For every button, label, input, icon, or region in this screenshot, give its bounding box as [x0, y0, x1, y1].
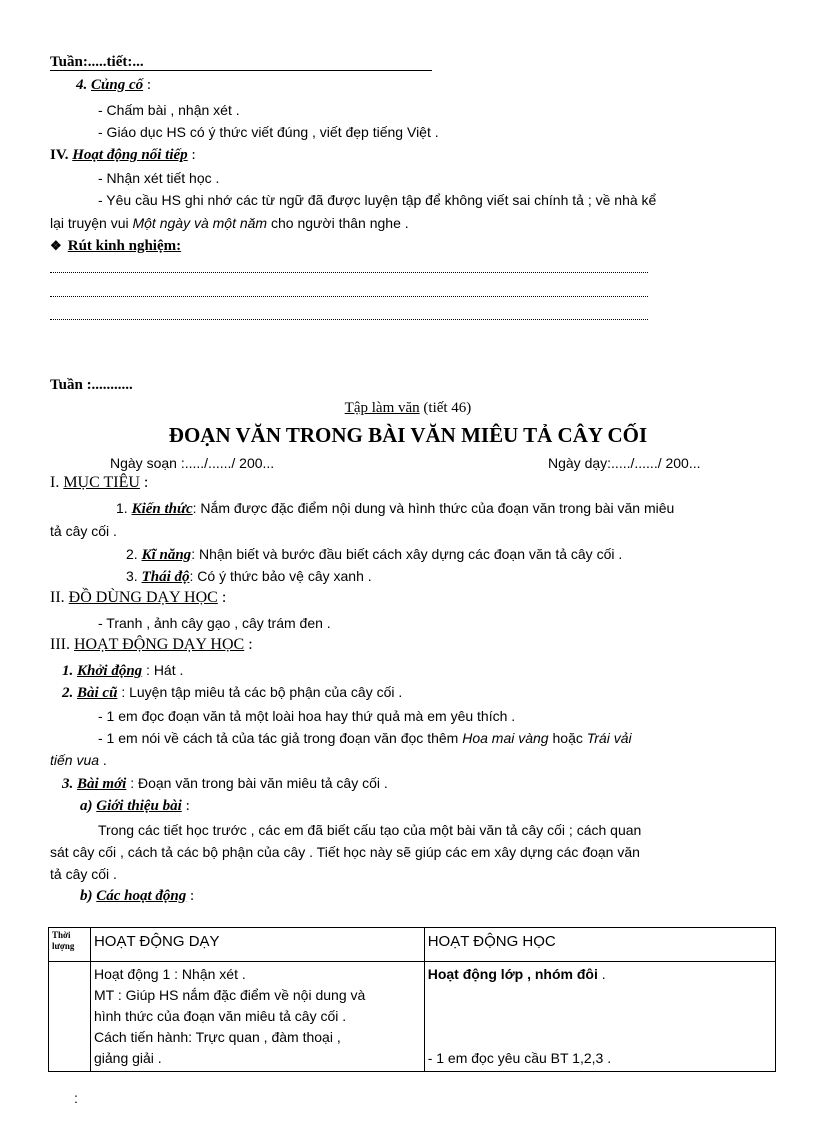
thai-do-line — [126, 566, 372, 587]
ki-nang-label: Kĩ năng — [141, 547, 192, 563]
intro-line-3: tả cây cối . — [50, 866, 117, 882]
row1-teach-line-3: Cách tiến hành: Trực quan , đàm thoại , — [93, 1029, 341, 1045]
cung-co-item-1: - Chấm bài , nhận xét . — [98, 102, 240, 118]
header-teach-label: HOẠT ĐỘNG DẠY — [93, 933, 220, 950]
activity-table — [48, 927, 776, 1072]
row1-teach — [90, 962, 424, 1072]
week-line-1: Tuần:.....tiết:... — [50, 54, 144, 70]
thai-do-text: : Có ý thức bảo vệ cây xanh . — [189, 568, 372, 584]
iv-item-2-cont — [50, 213, 409, 233]
iv-cont-italic: Một ngày và một năm — [132, 215, 268, 231]
intro-line-2: sát cây cối , cách tả các bộ phận của cây . Tiết học này sẽ giúp các em xây dựng các đoạn văn — [50, 844, 640, 860]
bai-moi-text: : Đoạn văn trong bài văn miêu tả cây cối . — [126, 775, 388, 791]
do-dung-label: ĐỒ DÙNG DẠY HỌC — [68, 589, 218, 606]
diamond-bullet-icon: ❖ — [50, 238, 62, 253]
do-dung-number: II. — [50, 589, 65, 606]
cac-hoat-dong-label: Các hoạt động — [96, 888, 187, 904]
intro-line-1: Trong các tiết học trước , các em đã biết cấu tạo của một bài văn tả cây cối ; cách quan — [98, 822, 642, 838]
gioi-thieu-suffix: : — [181, 798, 190, 814]
khoi-dong-text: : Hát . — [142, 662, 184, 678]
cung-co-heading — [76, 75, 151, 95]
bai-cu-item-2-pre: - 1 em nói về cách tả của tác giả trong đoạn văn đọc thêm — [98, 730, 463, 746]
do-dung-heading — [50, 588, 226, 608]
subject-label: Tập làm văn — [344, 400, 420, 416]
gioi-thieu-label: Giới thiệu bài — [96, 798, 182, 814]
row1-teach-label: Hoạt động 1 — [93, 966, 171, 982]
row1-time — [49, 962, 91, 1072]
week-underline — [50, 70, 432, 71]
header-learn-label: HOẠT ĐỘNG HỌC — [427, 933, 556, 950]
bai-moi-number: 3. — [62, 776, 74, 792]
table-row — [49, 962, 776, 1072]
row1-learn-label: Hoạt động lớp , nhóm đôi — [427, 966, 598, 982]
bai-moi-label: Bài mới — [77, 776, 127, 792]
kien-thuc-text: : Nắm được đặc điểm nội dung và hình thức của đoạn văn trong bài văn miêu — [192, 500, 675, 516]
hoat-dong-suffix: : — [244, 636, 253, 653]
iv-suffix: : — [187, 147, 196, 163]
bai-cu-number: 2. — [62, 685, 74, 701]
hoat-dong-number: III. — [50, 636, 70, 653]
ki-nang-line — [126, 544, 622, 565]
table-header-row — [49, 928, 776, 962]
bai-cu-item-1: - 1 em đọc đoạn văn tả một loài hoa hay thứ quả mà em yêu thích . — [98, 708, 516, 724]
khoi-dong-line — [62, 660, 183, 681]
row1-teach-label-suffix: : Nhận xét . — [170, 966, 246, 982]
iv-item-2: - Yêu cầu HS ghi nhớ các từ ngữ đã được luyện tập để không viết sai chính tả ; về nhà kể — [98, 192, 657, 208]
ki-nang-text: : Nhận biết và bước đầu biết cách xây dựng các đoạn văn tả cây cối . — [191, 546, 623, 562]
header-teach — [90, 928, 424, 962]
bai-cu-line — [62, 682, 402, 703]
row1-learn-label-suffix: . — [597, 966, 606, 982]
iv-cont-pre: lại truyện vui — [50, 215, 133, 231]
footer-mark: : — [74, 1090, 78, 1106]
iv-number: IV. — [50, 147, 69, 163]
cac-hoat-dong-number: b) — [80, 888, 93, 904]
cac-hoat-dong-heading — [80, 886, 194, 906]
kien-thuc-cont: tả cây cối . — [50, 523, 117, 539]
bai-cu-item-2 — [98, 728, 632, 748]
ki-nang-number: 2. — [126, 546, 138, 562]
kien-thuc-number: 1. — [116, 500, 128, 516]
bai-cu-item-2-mid: hoặc — [548, 730, 587, 746]
do-dung-item: - Tranh , ảnh cây gạo , cây trám đen . — [98, 615, 331, 631]
hoat-dong-label: HOẠT ĐỘNG DẠY HỌC — [73, 636, 245, 653]
muc-tieu-label: MỤC TIÊU — [63, 474, 140, 491]
iv-heading — [50, 145, 196, 165]
row1-learn-heading — [428, 964, 772, 985]
page-title: ĐOẠN VĂN TRONG BÀI VĂN MIÊU TẢ CÂY CỐI — [168, 423, 648, 447]
khoi-dong-label: Khởi động — [77, 663, 143, 679]
bai-cu-item-2-italic-1: Hoa mai vàng — [462, 730, 549, 746]
header-time — [49, 928, 91, 962]
thai-do-number: 3. — [126, 568, 138, 584]
cung-co-suffix: : — [143, 77, 152, 93]
cung-co-label: Củng cố — [91, 77, 144, 93]
dotted-line-2 — [50, 296, 648, 297]
iv-item-1: - Nhận xét tiết học . — [98, 170, 220, 186]
muc-tieu-heading — [50, 473, 148, 493]
khoi-dong-number: 1. — [62, 663, 74, 679]
row1-teach-heading — [94, 964, 421, 985]
bai-cu-label: Bài cũ — [77, 685, 118, 701]
cung-co-number: 4. — [76, 77, 88, 93]
gioi-thieu-number: a) — [80, 798, 93, 814]
kien-thuc-line — [116, 498, 674, 519]
lesson-number: (tiết 46) — [419, 400, 472, 416]
cung-co-item-2: - Giáo dục HS có ý thức viết đúng , viết đẹp tiếng Việt . — [98, 124, 439, 140]
row1-teach-line-1: MT : Giúp HS nắm đặc điểm về nội dung và — [93, 987, 366, 1003]
bai-cu-item-2-cont — [50, 750, 107, 770]
bai-cu-item-2-cont-post: . — [99, 752, 107, 768]
iv-label: Hoạt động nối tiếp — [72, 147, 188, 163]
dotted-line-1 — [50, 272, 648, 273]
subject-line — [0, 398, 816, 418]
row1-teach-line-2: hình thức của đoạn văn miêu tả cây cối . — [93, 1008, 347, 1024]
do-dung-suffix: : — [217, 589, 227, 606]
bai-moi-line — [62, 773, 388, 794]
iv-cont-post: cho người thân nghe . — [267, 215, 409, 231]
ngay-soan: Ngày soạn :...../....../ 200... — [110, 455, 275, 471]
header-learn — [424, 928, 775, 962]
rut-kinh-nghiem-heading — [50, 236, 181, 256]
row1-learn — [424, 962, 775, 1072]
muc-tieu-suffix: : — [139, 474, 149, 491]
cac-hoat-dong-suffix: : — [186, 888, 195, 904]
hoat-dong-heading — [50, 635, 253, 655]
row1-learn-item: - 1 em đọc yêu cầu BT 1,2,3 . — [427, 1050, 612, 1066]
ngay-day: Ngày dạy:...../....../ 200... — [548, 455, 701, 471]
week-line-2: Tuần :........... — [50, 377, 133, 393]
thai-do-label: Thái độ — [141, 569, 190, 585]
gioi-thieu-heading — [80, 796, 190, 816]
bai-cu-item-2-cont-italic: tiến vua — [50, 752, 100, 768]
header-time-label: Thời lượng — [52, 930, 75, 951]
muc-tieu-number: I. — [50, 474, 60, 491]
rut-kinh-nghiem-label: Rút kinh nghiệm: — [67, 238, 182, 254]
bai-cu-text: : Luyện tập miêu tả các bộ phận của cây cối . — [117, 684, 403, 700]
row1-teach-line-4: giảng giải . — [93, 1050, 162, 1066]
kien-thuc-label: Kiến thức — [131, 501, 193, 517]
dotted-line-3 — [50, 319, 648, 320]
bai-cu-item-2-italic-2: Trái vải — [586, 730, 632, 746]
